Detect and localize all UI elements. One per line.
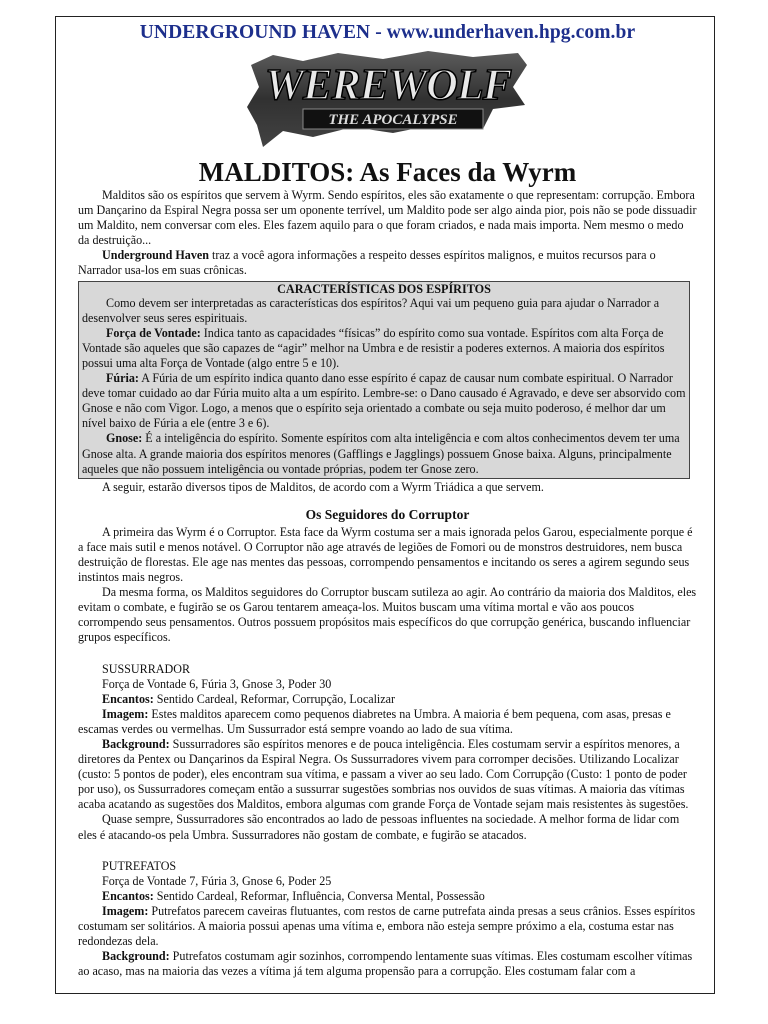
after-box-paragraph: A seguir, estarão diversos tipos de Malditos, de acordo com a Wyrm Triádica a que servem.	[102, 479, 544, 494]
section-title: Os Seguidores do Corruptor	[305, 506, 470, 522]
intro-paragraph-2-text: traz a você agora informações a respeito desses espíritos malignos, e muitos recursos para o Narrador usa-los em suas crônicas.	[78, 248, 656, 278]
sussurrador-imagem-label: Imagem:	[102, 706, 149, 721]
sussurrador-imagem-text: Estes malditos aparecem como pequenos diabretes na Umbra. A maioria é bem pequena, com asas, presas e escamas verdes ou vermelhas. Um Sussurrador está sempre voando ao lado de sua vítima.	[78, 706, 671, 736]
logo-sub-text: THE APOCALYPSE	[327, 112, 458, 128]
forca-text: Indica tanto as capacidades “físicas” do espírito como sua vontade. Espíritos com alta Força de Vontade são aqueles que são capazes de “agir” melhor na Umbra e de resistir a poderes externos. A maioria dos espíritos possui uma alta Força de Vontade (algo entre 5 e 10).	[82, 325, 665, 370]
putrefatos-background-text: Putrefatos costumam agir sozinhos, corrompendo lentamente suas vítimas. Eles costumam escolher vítimas ao acaso, mas na maioria das vezes a vítima já tem alguma propensão para a corrupção. Eles costumam falar com a	[78, 949, 693, 979]
logo-main-text: WEREWOLF	[264, 60, 511, 109]
section-paragraph-1: A primeira das Wyrm é o Corruptor. Esta face da Wyrm costuma ser a mais ignorada pelos Garou, especialmente porque é a face mais sutil e menos notável. O Corruptor não age através de legiões de Fomori ou de monstros destruidores, nem busca destruição de florestas. Ele age nas mentes das pessoas, corrompendo pensamentos e incitando os seres a agirem segundo seus instintos mais negros.	[78, 524, 693, 585]
gnose-text: É a inteligência do espírito. Somente espíritos com alta inteligência e com altos conhecimentos devem ter uma Gnose alta. A grande maioria dos espíritos menores (Gafflings e Jagglings) possuem Gnose baixa. Alguns, principalmente aqueles que não possuem inteligência ou vontade próprias, podem ter Gnose zero.	[82, 431, 680, 476]
sussurrador-encantos-text: Sentido Cardeal, Reformar, Corrupção, Localizar	[153, 691, 396, 706]
underground-haven-bold: Underground Haven	[102, 248, 209, 263]
putrefatos-encantos-text: Sentido Cardeal, Reformar, Influência, Conversa Mental, Possessão	[153, 888, 485, 903]
box-paragraph-forca	[82, 326, 686, 371]
putrefatos-imagem-label: Imagem:	[102, 903, 149, 918]
page-border	[55, 16, 715, 994]
sussurrador-background	[78, 737, 697, 812]
page-content	[78, 17, 697, 979]
site-header: UNDERGROUND HAVEN - www.underhaven.hpg.com.br	[139, 22, 636, 43]
furia-label: Fúria:	[106, 371, 139, 386]
putrefatos-imagem	[78, 904, 697, 949]
putrefatos-encantos-label: Encantos:	[102, 888, 154, 903]
putrefatos-background	[78, 949, 697, 979]
sussurrador-background-text: Sussurradores são espíritos menores e de pouca inteligência. Eles costumam servir a espíritos menores, a diretores da Pentex ou Dançarinos da Espiral Negra. Os Sussurradores vivem para corromper decisões. Utilizando Localizar (custo: 5 pontos de poder), eles encontram sua vítima, e passam a viver ao seu lado. Com Corrupção (Custo: 1 ponto de poder por uso), os Sussurradores começam então a sussurrar sugestões sombrias nos ouvidos de suas vítimas. A maioria das vítimas acaba acatando as sugestões dos Malditos, embora algumas com grande Força de Vontade sejam mais resistentes às sugestões.	[78, 737, 689, 812]
sussurrador-last-paragraph: Quase sempre, Sussurradores são encontrados ao lado de pessoas influentes na sociedade. A melhor forma de lidar com eles é atacando-os pela Umbra. Sussurradores não gostam de combate, e fugirão se atacados.	[78, 812, 680, 842]
characteristics-box	[78, 281, 690, 479]
putrefatos-background-label: Background:	[102, 949, 170, 964]
gnose-label: Gnose:	[106, 431, 143, 446]
intro-paragraph-1: Malditos são os espíritos que servem à Wyrm. Sendo espíritos, eles são exatamente o que representam: corrupção. Embora um Dançarino da Espiral Negra possa ser um oponente terrível, um Maldito pode ser algo ainda pior, pois não se pode dissuadir um Maldito, nem conversar com eles. Eles fazem aquilo para o que foram criados, e nada mais importa. Nem mesmo o medo da destruição...	[78, 188, 697, 248]
box-title: CARACTERÍSTICAS DOS ESPÍRITOS	[277, 281, 491, 296]
forca-label: Força de Vontade:	[106, 325, 201, 340]
intro-paragraph-2	[78, 248, 697, 278]
sussurrador-imagem	[78, 707, 697, 737]
sussurrador-background-label: Background:	[102, 737, 170, 751]
box-paragraph-intro: Como devem ser interpretadas as características dos espíritos? Aqui vai um pequeno guia para ajudar o Narrador a desenvolver seus seres espirituais.	[82, 295, 660, 325]
box-paragraph-gnose	[82, 431, 686, 476]
box-paragraph-furia	[82, 371, 686, 431]
putrefatos-stats: Força de Vontade 7, Fúria 3, Gnose 6, Poder 25	[102, 873, 332, 888]
putrefatos-imagem-text: Putrefatos parecem caveiras flutuantes, com restos de carne putrefata ainda presas a seus crânios. Esses espíritos costumam ser solitários. A maioria possui apenas uma vítima e, embora não esteja sempre próximo a ela, costuma estar nas redondezas dela.	[78, 903, 696, 949]
sussurrador-name: SUSSURRADOR	[102, 661, 191, 676]
putrefatos-encantos	[78, 889, 697, 904]
section-paragraph-2: Da mesma forma, os Malditos seguidores do Corruptor buscam sutileza ao agir. Ao contrário da maioria dos Malditos, eles evitam o combate, e fugirão se os Garou tentarem ameaça-los. Muitos buscam uma vítima mortal e vão aos poucos corrompendo seus pensamentos. Outros possuem propósitos mais específicos do que corrupção genérica, buscando influenciar grupos específicos.	[78, 585, 697, 645]
sussurrador-encantos-label: Encantos:	[102, 691, 154, 706]
werewolf-logo	[243, 47, 533, 153]
putrefatos-name: PUTREFATOS	[102, 858, 177, 873]
sussurrador-encantos	[78, 692, 697, 707]
sussurrador-stats: Força de Vontade 6, Fúria 3, Gnose 3, Poder 30	[102, 676, 332, 691]
furia-text: A Fúria de um espírito indica quanto dano esse espírito é capaz de causar num combate espiritual. O Narrador deve tomar cuidado ao dar Fúria muito alta a um espírito. Lembre-se: o Dano causado é Agravado, e deve ser absorvido com Gnose e não com Vigor. Logo, a menos que o espírito seja orientado a combate ou seja muito poderoso, é melhor dar um nível baixo de Fúria a ele (entre 3 e 6).	[82, 371, 686, 431]
page-title: MALDITOS: As Faces da Wyrm	[198, 157, 577, 187]
